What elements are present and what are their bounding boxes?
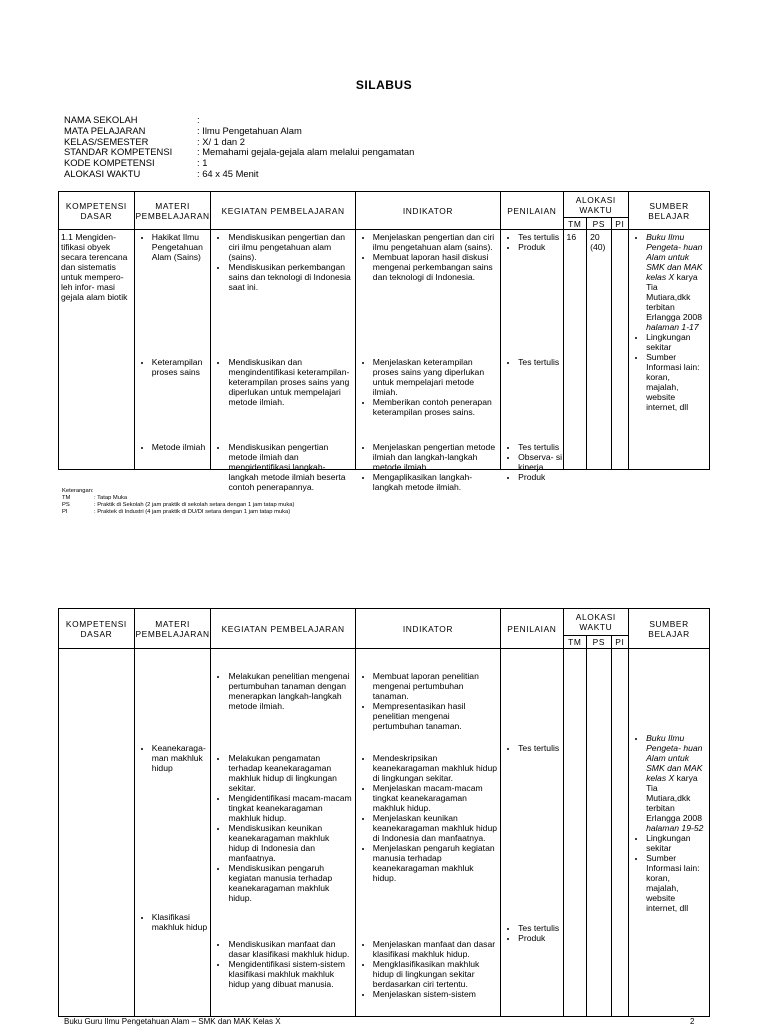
- header-penilaian: PENILAIAN: [501, 192, 563, 230]
- header-pi: PI: [611, 218, 628, 230]
- note-key: PI: [62, 509, 68, 515]
- list-item: • Tes tertulis: [518, 923, 568, 933]
- tm-cell: [563, 230, 587, 470]
- tm-cell: [563, 649, 587, 1017]
- sumber-book-info: karya Tia Mutiara,dkk terbitan Erlangga 2008: [646, 773, 702, 823]
- list-item: • Keanekaraga- man makhluk hidup: [152, 743, 218, 773]
- materi-cell: [134, 230, 211, 470]
- kd-cell: [59, 649, 135, 1017]
- list-item: • Tes tertulis: [518, 232, 568, 242]
- list-item: • Mendiskusikan pengaruh kegiatan manusia terhadap keanekaragaman makhluk hidup.: [228, 863, 352, 903]
- list-item: • Menjelaskan pengertian dan ciri ilmu pengetahuan alam (sains).: [373, 232, 499, 252]
- indikator-cell: [355, 649, 500, 1017]
- note-row: [62, 509, 294, 516]
- penilaian-group-3: [505, 442, 568, 482]
- list-item: • Produk: [518, 242, 568, 252]
- sumber-list: [629, 230, 704, 412]
- materi-3: [139, 442, 218, 452]
- list-item: • Mendiskusikan pengertian dan ciri ilmu pengetahuan alam (sains).: [228, 232, 352, 262]
- sumber-book-page: halaman 1-17: [646, 322, 699, 332]
- list-item: • Menjelaskan pengaruh kegiatan manusia terhadap keanekaragaman makhluk hidup.: [373, 843, 499, 883]
- indikator-group-2: [360, 357, 499, 417]
- list-item: • Metode ilmiah: [152, 442, 218, 452]
- meta-label: KELAS/SEMESTER: [64, 135, 149, 147]
- ps-value: 20 (40): [590, 232, 606, 252]
- list-item: • Tes tertulis: [518, 442, 568, 452]
- list-item: • Mendiskusikan pengertian metode ilmiah dan mengidentifikasi langkah-langkah metode ilmiah beserta contoh penerapannya.: [228, 442, 352, 492]
- list-item: • Menjelaskan manfaat dan dasar klasifikasi makhluk hidup.: [373, 939, 499, 959]
- list-item: • Mengidentifikasi macam-macam tingkat keanekaragaman makhluk hidup.: [228, 793, 352, 823]
- footer-text: Buku Guru Ilmu Pengetahuan Alam – SMK dan MAK Kelas X: [64, 1017, 281, 1026]
- header-pi: PI: [611, 636, 628, 649]
- penilaian-cell: [501, 649, 563, 1017]
- list-item: • Hakikat Ilmu Pengetahuan Alam (Sains): [152, 232, 214, 262]
- header-alokasi: ALOKASI WAKTU: [563, 609, 629, 636]
- ps-cell: [587, 230, 612, 470]
- list-item: • Memberikan contoh penerapan keterampilan proses sains.: [373, 397, 499, 417]
- meta-value: : X/ 1 dan 2: [197, 135, 245, 147]
- tm-value: 16: [566, 232, 577, 242]
- indikator-group-1: [360, 671, 499, 731]
- page-title: SILABUS: [355, 78, 413, 92]
- penilaian-group-1: [505, 743, 568, 753]
- sumber-book-page: halaman 19-52: [646, 823, 704, 833]
- indikator-group-1: [360, 232, 499, 282]
- indikator-group-3: [360, 939, 499, 999]
- note-value: : Tatap Muka: [94, 495, 128, 501]
- kd-cell: [59, 230, 135, 470]
- ps-cell: [587, 649, 612, 1017]
- indikator-cell: [355, 230, 500, 492]
- kegiatan-group-1: [215, 232, 352, 292]
- meta-row: [64, 126, 514, 137]
- notes-heading: Keterangan:: [62, 488, 94, 494]
- indikator-group-2: [360, 753, 499, 883]
- meta-value: : 1: [197, 157, 208, 169]
- header-tm: TM: [563, 218, 587, 230]
- meta-label: NAMA SEKOLAH: [64, 114, 138, 125]
- header-indikator: INDIKATOR: [355, 192, 500, 230]
- header-kompetensi-dasar: KOMPETENSI DASAR: [59, 192, 135, 230]
- meta-label: STANDAR KOMPETENSI: [64, 146, 173, 158]
- list-item: • Mendiskusikan perkembangan sains dan teknologi di Indonesia saat ini.: [228, 262, 352, 292]
- list-item: • Observa- si kinerja: [518, 452, 568, 472]
- header-kegiatan: KEGIATAN PEMBELAJARAN: [211, 609, 355, 649]
- list-item: • Mengidentifikasi sistem-sistem klasifikasi makhluk makhluk hidup yang dibuat manusia.: [228, 959, 352, 989]
- penilaian-group-2: [505, 923, 568, 943]
- header-kegiatan: KEGIATAN PEMBELAJARAN: [211, 192, 355, 230]
- kd-text: 1.1 Mengiden- tifikasi obyek secara terencana dan sistematis untuk mempero- leh infor- masi gejala alam biotik: [61, 232, 128, 302]
- note-row: [62, 502, 294, 509]
- list-item: • Sumber Informasi lain: koran, majalah, website internet, dll: [646, 352, 704, 412]
- page-number: 2: [690, 1017, 695, 1026]
- meta-value: :: [197, 114, 200, 125]
- meta-row: [64, 169, 514, 180]
- list-item: • Melakukan penelitian mengenai pertumbuhan tanaman dengan menerapkan langkah-langkah metode ilmiah.: [228, 671, 352, 711]
- header-materi: MATERI PEMBELAJARAN: [134, 609, 211, 649]
- pi-cell: [611, 649, 628, 1017]
- list-item: • Melakukan pengamatan terhadap keanekaragaman makhluk hidup di lingkungan sekitar.: [228, 753, 352, 793]
- list-item: • Produk: [518, 933, 568, 943]
- header-penilaian: PENILAIAN: [501, 609, 563, 649]
- kegiatan-group-2: [215, 357, 352, 407]
- sumber-list: [629, 649, 704, 913]
- list-item: • Mendiskusikan dan mengindentifikasi keterampilan-keterampilan proses sains yang diperlukan untuk mempelajari metode ilmiah.: [228, 357, 352, 407]
- list-item: • Menjelaskan keterampilan proses sains yang diperlukan untuk mempelajari metode ilmiah.: [373, 357, 499, 397]
- list-item: • Klasifikasi makhluk hidup: [152, 912, 218, 932]
- materi-2: [139, 912, 218, 932]
- list-item: • Keterampilan proses sains: [152, 357, 214, 377]
- penilaian-group-1: [505, 232, 568, 252]
- list-item: • Membuat laporan hasil diskusi mengenai perkembangan sains dan teknologi di Indonesia.: [373, 252, 499, 282]
- sumber-cell: [629, 230, 710, 470]
- list-item: • Menjelaskan sistem-sistem: [373, 989, 499, 999]
- meta-label: MATA PELAJARAN: [64, 124, 146, 136]
- list-item: • Tes tertulis: [518, 357, 568, 367]
- meta-value: : Memahami gejala-gejala alam melalui pengamatan: [197, 146, 415, 158]
- header-kompetensi-dasar: KOMPETENSI DASAR: [59, 609, 135, 649]
- meta-label: KODE KOMPETENSI: [64, 157, 155, 169]
- meta-value: : 64 x 45 Menit: [197, 167, 259, 179]
- list-item: • Mendiskusikan manfaat dan dasar klasifikasi makhluk hidup.: [228, 939, 352, 959]
- kegiatan-group-2: [215, 753, 352, 903]
- meta-value: : Ilmu Pengetahuan Alam: [197, 124, 302, 136]
- header-sumber: SUMBER BELAJAR: [629, 609, 710, 649]
- note-value: : Praktek di Industri (4 jam praktik di DU/DI setara dengan 1 jam tatap muka): [94, 509, 291, 515]
- syllabus-table-2: [58, 608, 710, 1017]
- list-item: • Mengaplikasikan langkah-langkah metode ilmiah.: [373, 472, 499, 492]
- meta-label: ALOKASI WAKTU: [64, 167, 141, 179]
- materi-1: [139, 743, 218, 773]
- pi-cell: [611, 230, 628, 470]
- list-item: • Mempresentasikan hasil penelitian mengenai pertumbuhan tanaman.: [373, 701, 499, 731]
- list-item: • Membuat laporan penelitian mengenai pertumbuhan tanaman.: [373, 671, 499, 701]
- sumber-book-title: Buku Ilmu Pengeta- huan Alam untuk SMK dan MAK kelas X: [646, 232, 703, 282]
- list-item: • Menjelaskan pengertian metode ilmiah dan langkah-langkah metode ilmiah.: [373, 442, 499, 472]
- sumber-cell: [629, 649, 710, 1017]
- header-tm: TM: [563, 636, 587, 649]
- list-item: • Menjelaskan macam-macam tingkat keanekaragaman makhluk hidup.: [373, 783, 499, 813]
- header-alokasi: ALOKASI WAKTU: [563, 192, 629, 218]
- list-item: [646, 232, 704, 332]
- penilaian-cell: [501, 230, 563, 482]
- kegiatan-cell: [211, 230, 355, 492]
- header-ps: PS: [587, 218, 612, 230]
- materi-cell: [134, 649, 211, 1017]
- list-item: • Menjelaskan keunikan keanekaragaman makhluk hidup di Indonesia dan manfaatnya.: [373, 813, 499, 843]
- sumber-book-title: Buku Ilmu Pengeta- huan Alam untuk SMK dan MAK kelas X: [646, 733, 703, 783]
- kegiatan-group-1: [215, 671, 352, 711]
- list-item: • Mendiskusikan keunikan keanekaragaman makhluk hidup di Indonesia dan manfaatnya.: [228, 823, 352, 863]
- kegiatan-cell: [211, 649, 355, 1017]
- materi-1: [139, 232, 214, 262]
- notes: [62, 488, 294, 516]
- kegiatan-group-3: [215, 442, 352, 492]
- list-item: • Lingkungan sekitar: [646, 332, 704, 352]
- header-ps: PS: [587, 636, 612, 649]
- header-sumber: SUMBER BELAJAR: [629, 192, 710, 230]
- header-indikator: INDIKATOR: [355, 609, 500, 649]
- sumber-book-info: karya Tia Mutiara,dkk terbitan Erlangga 2008: [646, 272, 702, 322]
- list-item: [646, 733, 704, 833]
- list-item: • Mengklasifikasikan makhluk hidup di lingkungan sekitar berdasarkan ciri tertentu.: [373, 959, 499, 989]
- list-item: • Mendeskripsikan keanekaragaman makhluk hidup di lingkungan sekitar.: [373, 753, 499, 783]
- header-materi: MATERI PEMBELAJARAN: [134, 192, 211, 230]
- list-item: • Sumber Informasi lain: koran, majalah, website internet, dll: [646, 853, 704, 913]
- document-meta: [64, 115, 514, 180]
- list-item: • Tes tertulis: [518, 743, 568, 753]
- list-item: • Lingkungan sekitar: [646, 833, 704, 853]
- penilaian-group-2: [505, 357, 568, 367]
- kegiatan-group-3: [215, 939, 352, 989]
- materi-2: [139, 357, 214, 377]
- note-value: : Praktik di Sekolah (2 jam praktik di sekolah setara dengan 1 jam tatap muka): [94, 502, 295, 508]
- note-row: [62, 495, 294, 502]
- note-key: PS: [62, 502, 70, 508]
- note-key: TM: [62, 495, 71, 501]
- indikator-group-3: [360, 442, 499, 492]
- list-item: • Produk: [518, 472, 568, 482]
